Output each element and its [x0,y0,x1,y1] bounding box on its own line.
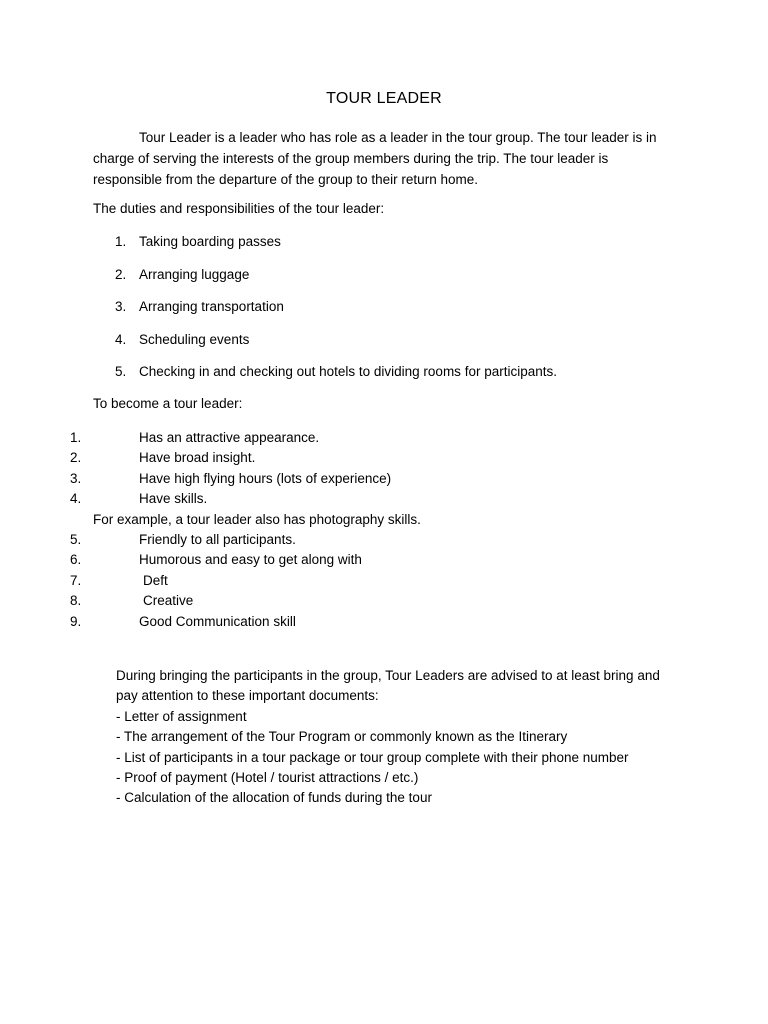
become-heading: To become a tour leader: [93,396,243,411]
list-item [0,551,768,571]
list-item [0,531,768,551]
list-item [0,298,768,331]
list-item [0,490,768,510]
duties-heading: The duties and responsibilities of the tour leader: [93,201,385,216]
list-number: 4. [115,331,127,347]
list-item [0,233,768,266]
list-text: Have skills. [139,491,208,507]
list-number: 1. [70,430,82,445]
list-item [0,449,768,469]
documents-intro: During bringing the participants in the group, Tour Leaders are advised to at least bring and pay attention to these important documents: [116,668,660,704]
list-item [0,363,768,396]
list-number: 2. [115,266,127,282]
list-item [0,331,768,364]
list-number: 5. [70,531,82,547]
intro-paragraph [93,127,673,190]
list-number: 4. [70,491,82,507]
list-item [0,592,768,612]
list-number: 7. [70,572,82,588]
list-text: Arranging transportation [139,299,284,315]
list-number: 3. [70,470,82,486]
list-text: Deft [143,572,168,588]
list-text: Checking in and checking out hotels to dividing rooms for participants. [139,364,557,380]
list-text: Friendly to all participants. [139,531,296,547]
list-text: Humorous and easy to get along with [139,552,362,568]
list-item: - Calculation of the allocation of funds during the tour [116,790,432,806]
list-text: Creative [143,593,194,609]
documents-list [116,707,676,809]
list-number: 3. [115,299,127,315]
list-item [0,613,768,633]
list-text: Scheduling events [139,331,250,347]
document-title: TOUR LEADER [326,90,442,107]
list-number: 5. [115,364,127,380]
list-item [0,572,768,592]
requirements-list [0,429,768,633]
list-item: - Letter of assignment [116,708,247,724]
intro-text: Tour Leader is a leader who has role as a leader in the tour group. The tour leader is in charge of serving the interests of the group members during the trip. The tour leader is responsible from the departure of the group to their return home. [93,130,657,187]
duties-list [0,233,768,396]
list-number: 2. [70,450,82,466]
skills-note [0,511,768,531]
list-text: Have broad insight. [139,450,256,466]
list-number: 1. [115,234,127,249]
list-number: 8. [70,593,82,609]
list-item [0,266,768,299]
documents-section [116,666,676,809]
list-number: 9. [70,613,82,629]
list-item [0,429,768,449]
list-item: - Proof of payment (Hotel / tourist attractions / etc.) [116,770,419,786]
list-text: Arranging luggage [139,266,250,282]
list-number: 6. [70,552,82,568]
list-item [0,470,768,490]
list-text: Good Communication skill [139,613,296,629]
list-text: Have high flying hours (lots of experience) [139,470,392,486]
note-text: For example, a tour leader also has photography skills. [93,511,421,527]
list-text: Taking boarding passes [139,234,281,249]
list-text: Has an attractive appearance. [139,430,320,445]
list-item: - The arrangement of the Tour Program or commonly known as the Itinerary [116,729,568,745]
list-item: - List of participants in a tour package or tour group complete with their phone number [116,749,629,765]
